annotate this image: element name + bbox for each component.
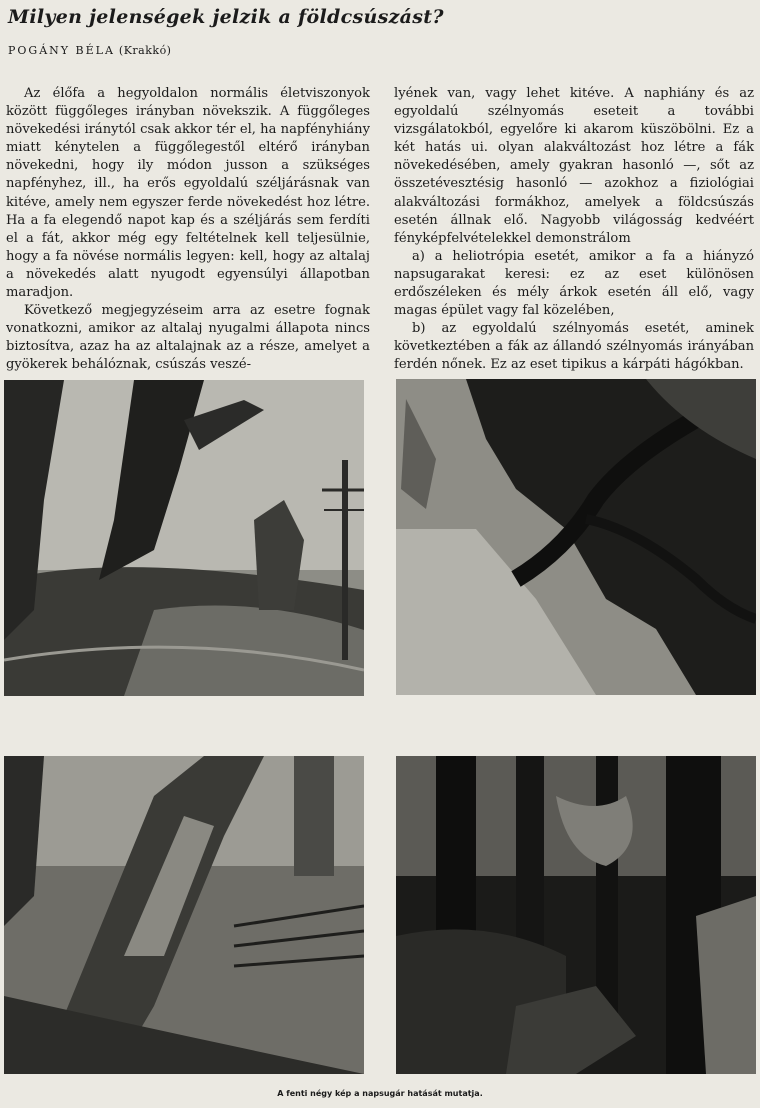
author-location: (Krakkó) bbox=[118, 44, 172, 57]
photo-bent-tree-road bbox=[4, 380, 364, 696]
left-column bbox=[6, 85, 370, 375]
paragraph: Következő megjegyzéseim arra az esetre fognak vonatkozni, amikor az altalaj nyugalmi állapota nincs biztosítva, azaz ha az altalajnak az a része, amelyet a gyökerek behálóznak, csúszás veszé- bbox=[6, 303, 370, 373]
photo-caption: A fenti négy kép a napsugár hatását mutatja. bbox=[277, 1089, 483, 1098]
photo-tree-steep-bank bbox=[396, 379, 756, 695]
paragraph: b) az egyoldalú szélnyomás esetét, aminek következtében a fák az állandó szélnyomás irányában ferdén nőnek. Ez az eset tipikus a kárpáti hágókban. bbox=[394, 321, 754, 373]
photo-leaning-trunk-fence bbox=[4, 756, 364, 1074]
paragraph: a) a heliotrópia esetét, amikor a fa a hiányzó napsugarakat keresi: ez az eset különösen erdőszéleken és mély árkok esetén áll elő, vagy magas épület vagy fal közelében, bbox=[394, 248, 754, 319]
right-column bbox=[394, 85, 754, 375]
article-title: Milyen jelenségek jelzik a földcsúszást? bbox=[8, 6, 444, 28]
paragraph: Az élőfa a hegyoldalon normális életviszonyok között függőleges irányban növekszik. A függőleges növekedési iránytól csak akkor tér el, ha napfényhiány miatt kénytelen a függőlegestől eltérő irányban növekedni, hogy ily módon jusson a szükséges napfényhez, ill., ha erős egyoldalú széljárásnak van kitéve, amely nem egyszer ferde növekedést hoz létre. Ha a fa elegendő napot kap és a széljárás sem ferdíti el a fát, akkor még egy feltételnek kell teljesülnie, hogy a fa növése normális legyen: kell, hogy az altalaj a növekedés alatt nyugodt egyensúlyi állapotban maradjon. bbox=[6, 86, 370, 301]
byline bbox=[8, 44, 171, 57]
author-name: POGÁNY BÉLA bbox=[8, 44, 115, 57]
photo-dark-forest bbox=[396, 756, 756, 1074]
paragraph: lyének van, vagy lehet kitéve. A naphiány és az egyoldalú szélnyomás eseteit a további vizsgálatokból, egyelőre ki akarom küszöbölni. Ez a két hatás ui. olyan alakváltozást hoz létre a fák növekedésében, amely gyakran hasonló —, sőt az összetévesztésig hasonló — azokhoz a fiziológiai alakváltozási formákhoz, amelyek a földcsúszás esetén állnak elő. Nagyobb világosság kedvéért fényképfelvételekkel demonstrálom bbox=[394, 86, 754, 246]
